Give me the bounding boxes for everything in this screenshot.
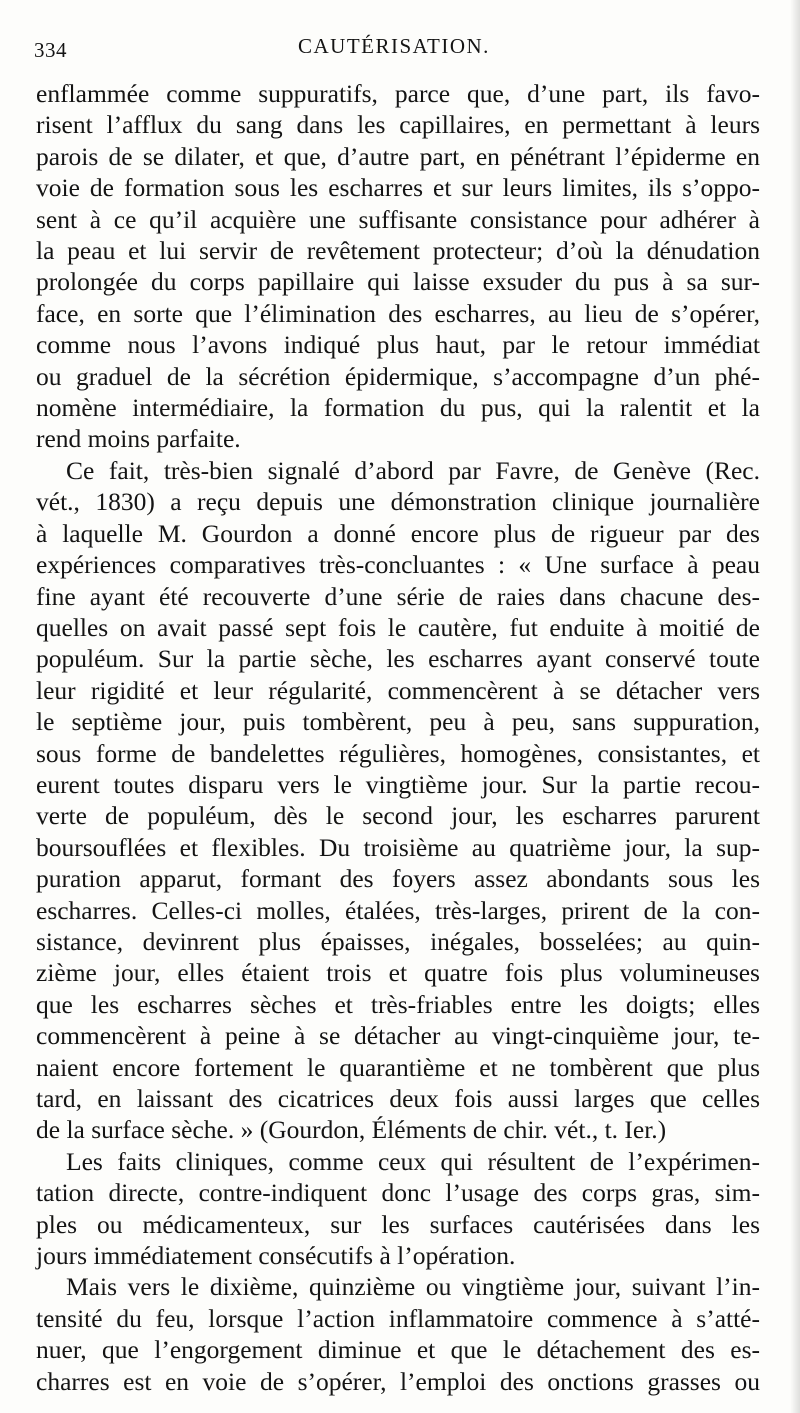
text-line: jours immédiatement consécutifs à l’opération. (36, 1241, 516, 1271)
text-line: vét., 1830) a reçu depuis une démonstration clinique journalière (36, 487, 760, 517)
page-number: 334 (34, 38, 67, 62)
text-line: expériences comparatives très-concluantes : « Une surface à peau (36, 550, 760, 580)
text-line: nuer, que l’engorgement diminue et que le détachement des es- (36, 1335, 760, 1365)
text-line: eurent toutes disparu vers le vingtième jour. Sur la partie recou- (36, 769, 760, 799)
text-line: enflammée comme suppuratifs, parce que, d’une part, ils favo- (36, 79, 760, 108)
text-line: comme nous l’avons indiqué plus haut, par le retour immédiat (36, 330, 760, 360)
text-line: sistance, devinrent plus épaisses, inégales, bosselées; au quin- (36, 926, 760, 956)
text-line: le septième jour, puis tombèrent, peu à peu, sans suppuration, (36, 707, 760, 737)
text-line: Les faits cliniques, comme ceux qui résultent de l’expérimen- (66, 1146, 760, 1176)
text-line: naient encore fortement le quarantième et ne tombèrent que plus (36, 1052, 760, 1082)
paragraph (36, 1271, 760, 1397)
text-line: tation directe, contre-indiquent donc l’usage des corps gras, sim- (36, 1178, 760, 1208)
paragraph (36, 78, 760, 455)
text-line: à laquelle M. Gourdon a donné encore plus de rigueur par des (36, 518, 760, 548)
text-line: tard, en laissant des cicatrices deux fois aussi larges que celles (36, 1084, 760, 1113)
running-head: CAUTÉRISATION. (298, 34, 490, 58)
text-line: prolongée du corps papillaire qui laisse exsuder du pus à sa sur- (36, 267, 760, 297)
text-line: voie de formation sous les escharres et sur leurs limites, ils s’oppo- (36, 173, 760, 203)
body-text (36, 78, 760, 1397)
text-line: risent l’afflux du sang dans les capillaires, en permettant à leurs (36, 110, 760, 140)
page-header (30, 34, 770, 64)
text-line: parois de se dilater, et que, d’autre part, en pénétrant l’épiderme en (36, 141, 760, 171)
page-edge-shadow (790, 0, 800, 1413)
text-line: sous forme de bandelettes régulières, homogènes, consistantes, et (36, 738, 760, 768)
text-line: sent à ce qu’il acquière une suffisante consistance pour adhérer à (36, 204, 760, 234)
text-line: zième jour, elles étaient trois et quatre fois plus volumineuses (36, 958, 760, 988)
text-line: ou graduel de la sécrétion épidermique, s’accompagne d’un phé- (36, 361, 760, 391)
text-line: commencèrent à peine à se détacher au vingt-cinquième jour, te- (36, 1021, 760, 1051)
text-line: verte de populéum, dès le second jour, les escharres parurent (36, 801, 760, 831)
text-line: ples ou médicamenteux, sur les surfaces cautérisées dans les (36, 1209, 760, 1239)
paragraph (36, 455, 760, 1146)
text-line: Ce fait, très-bien signalé d’abord par Favre, de Genève (Rec. (66, 455, 760, 485)
text-line: tensité du feu, lorsque l’action inflammatoire commence à s’atté- (36, 1303, 760, 1333)
text-line: de la surface sèche. » (Gourdon, Éléments de chir. vét., t. Ier.) (36, 1115, 667, 1145)
text-line: puration apparut, formant des foyers assez abondants sous les (36, 864, 760, 894)
text-line: fine ayant été recouverte d’une série de raies dans chacune des- (36, 581, 760, 611)
text-line: escharres. Celles-ci molles, étalées, très-larges, prirent de la con- (36, 895, 760, 925)
text-line: Mais vers le dixième, quinzième ou vingtième jour, suivant l’in- (66, 1272, 760, 1302)
text-line: que les escharres sèches et très-friables entre les doigts; elles (36, 989, 760, 1019)
text-line: face, en sorte que l’élimination des escharres, au lieu de s’opérer, (36, 298, 760, 328)
text-line: boursouflées et flexibles. Du troisième au quatrième jour, la sup- (36, 832, 760, 862)
text-line: populéum. Sur la partie sèche, les escharres ayant conservé toute (36, 644, 760, 674)
text-line: leur rigidité et leur régularité, commencèrent à se détacher vers (36, 675, 760, 705)
text-line: la peau et lui servir de revêtement protecteur; d’où la dénudation (36, 236, 760, 266)
text-line: charres est en voie de s’opérer, l’emploi des onctions grasses ou (36, 1366, 760, 1396)
text-line: rend moins parfaite. (36, 424, 241, 454)
text-line: nomène intermédiaire, la formation du pus, qui la ralentit et la (36, 393, 760, 423)
paragraph (36, 1146, 760, 1272)
text-line: quelles on avait passé sept fois le cautère, fut enduite à moitié de (36, 612, 760, 642)
